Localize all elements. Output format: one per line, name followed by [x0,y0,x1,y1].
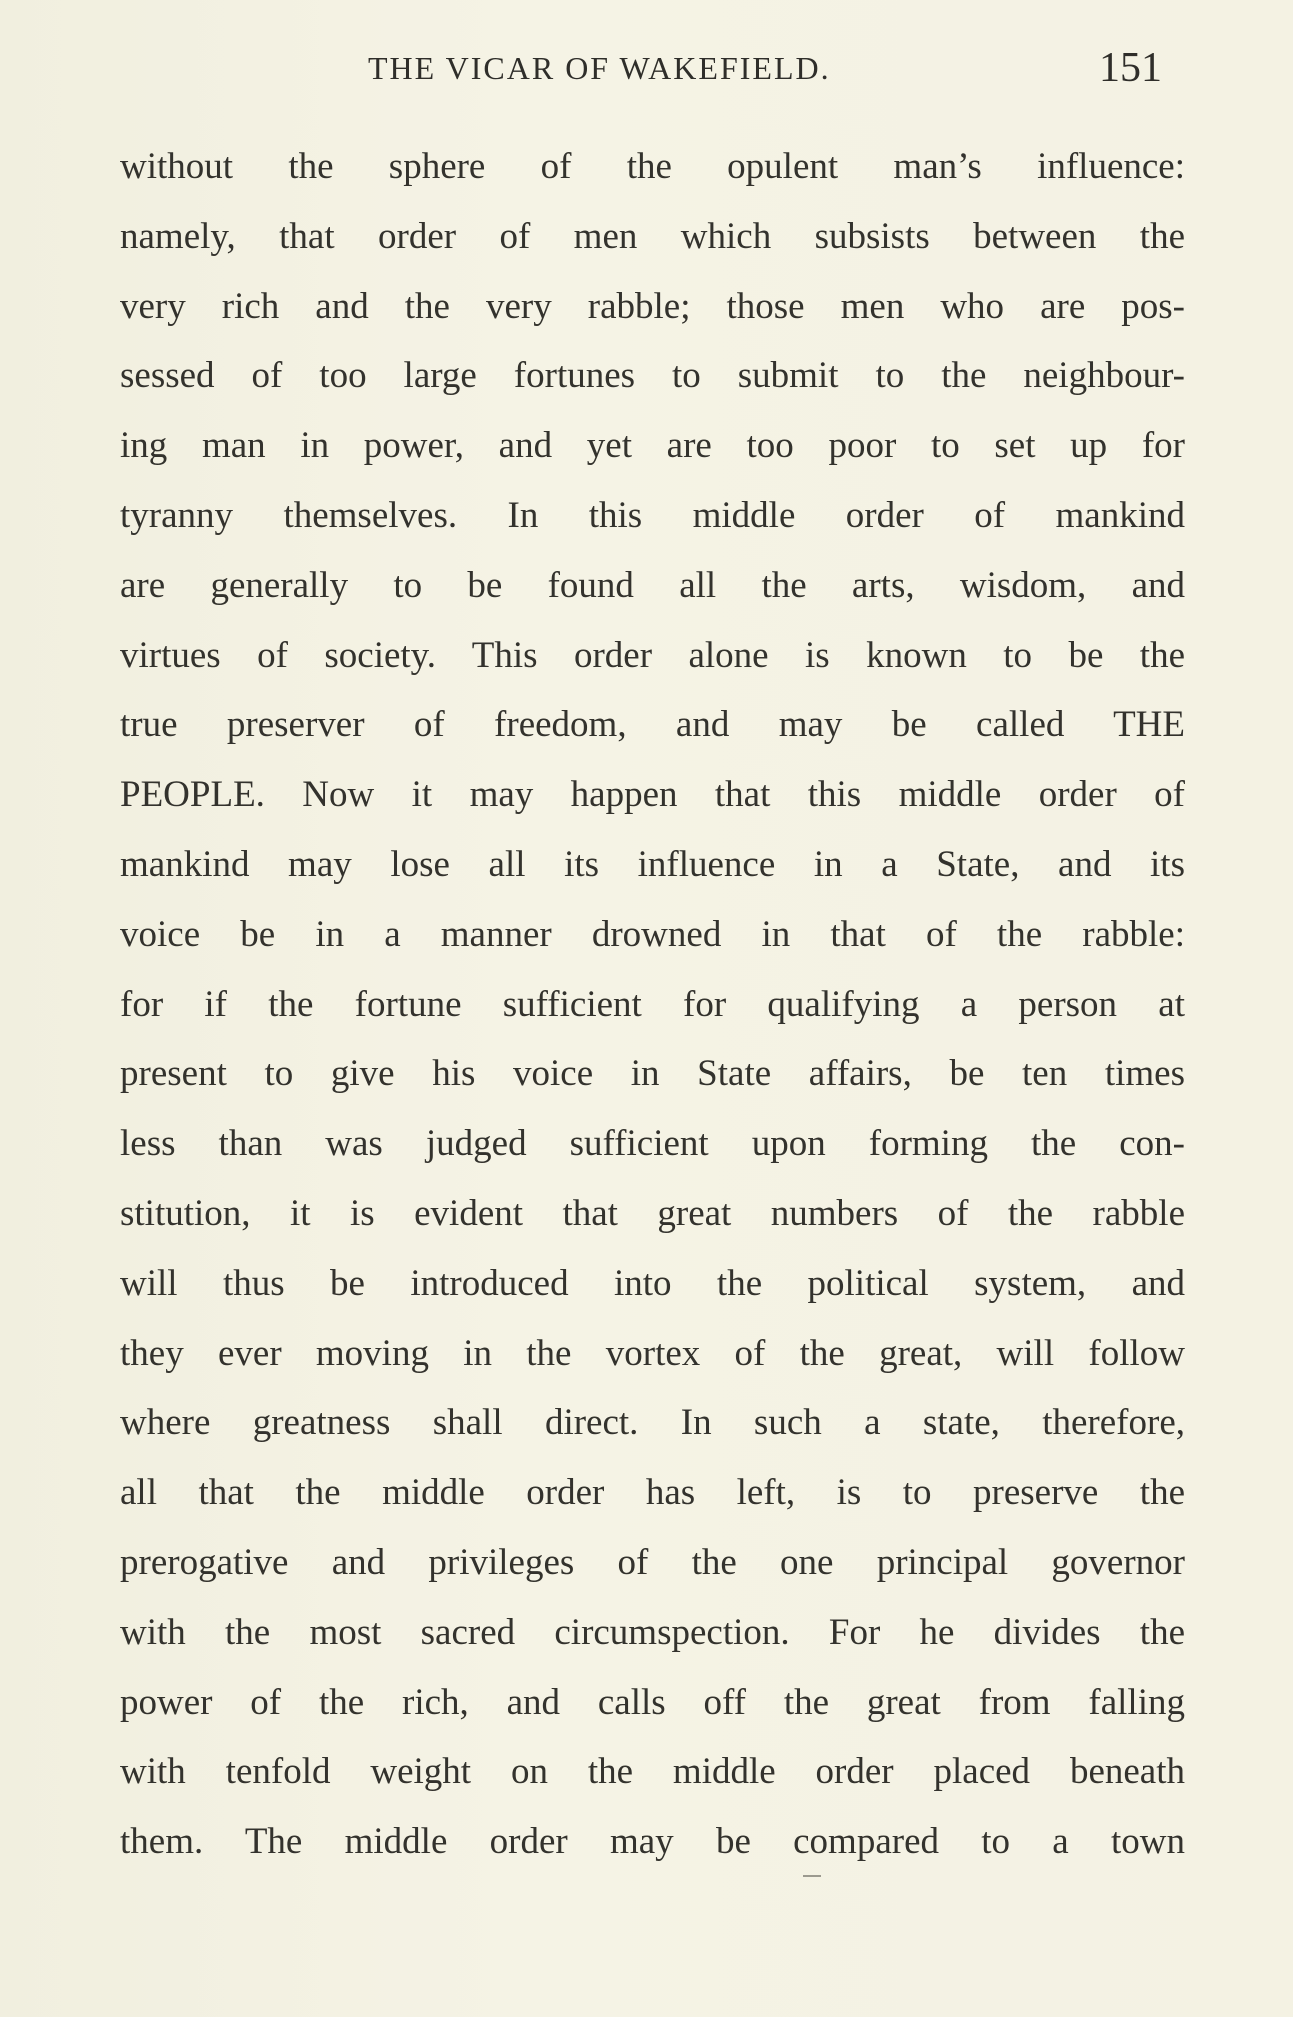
text-line: virtues of society. This order alone is known to be the [120,634,1185,676]
text-line: namely, that order of men which subsists between the [120,215,1185,257]
text-line: where greatness shall direct. In such a state, therefore, [120,1402,1185,1444]
text-line: power of the rich, and calls off the great from falling [120,1681,1185,1723]
text-line: stitution, it is evident that great numbers of the rabble [120,1192,1185,1234]
text-line: will thus be introduced into the political system, and [120,1262,1185,1304]
running-header [120,42,1180,92]
printer-mark [803,1875,821,1877]
body-text [120,132,1185,1877]
text-line: prerogative and privileges of the one principal governor [120,1541,1185,1583]
text-line: PEOPLE. Now it may happen that this middle order of [120,774,1185,816]
text-line: without the sphere of the opulent man’s influence: [120,146,1185,187]
text-line: them. The middle order may be compared to a town [120,1821,1185,1863]
text-line: for if the fortune sufficient for qualifying a person at [120,983,1185,1025]
text-line: present to give his voice in State affairs, be ten times [120,1053,1185,1095]
text-line: are generally to be found all the arts, wisdom, and [120,564,1185,606]
text-line: tyranny themselves. In this middle order of mankind [120,494,1185,536]
text-line: mankind may lose all its influence in a State, and its [120,843,1185,885]
page-number: 151 [1099,45,1162,91]
running-title: THE VICAR OF WAKEFIELD. [368,50,831,86]
text-line: sessed of too large fortunes to submit to the neighbour- [120,355,1185,397]
text-line: ing man in power, and yet are too poor to set up for [120,425,1185,467]
text-line: very rich and the very rabble; those men who are pos- [120,285,1185,327]
text-line: they ever moving in the vortex of the great, will follow [120,1332,1185,1374]
text-line: all that the middle order has left, is to preserve the [120,1472,1185,1514]
text-line: voice be in a manner drowned in that of the rabble: [120,913,1185,955]
text-line: less than was judged sufficient upon forming the con- [120,1123,1185,1165]
text-line: with the most sacred circumspection. For he divides the [120,1611,1185,1653]
text-line: with tenfold weight on the middle order placed beneath [120,1751,1185,1793]
text-line: true preserver of freedom, and may be called THE [120,704,1185,746]
